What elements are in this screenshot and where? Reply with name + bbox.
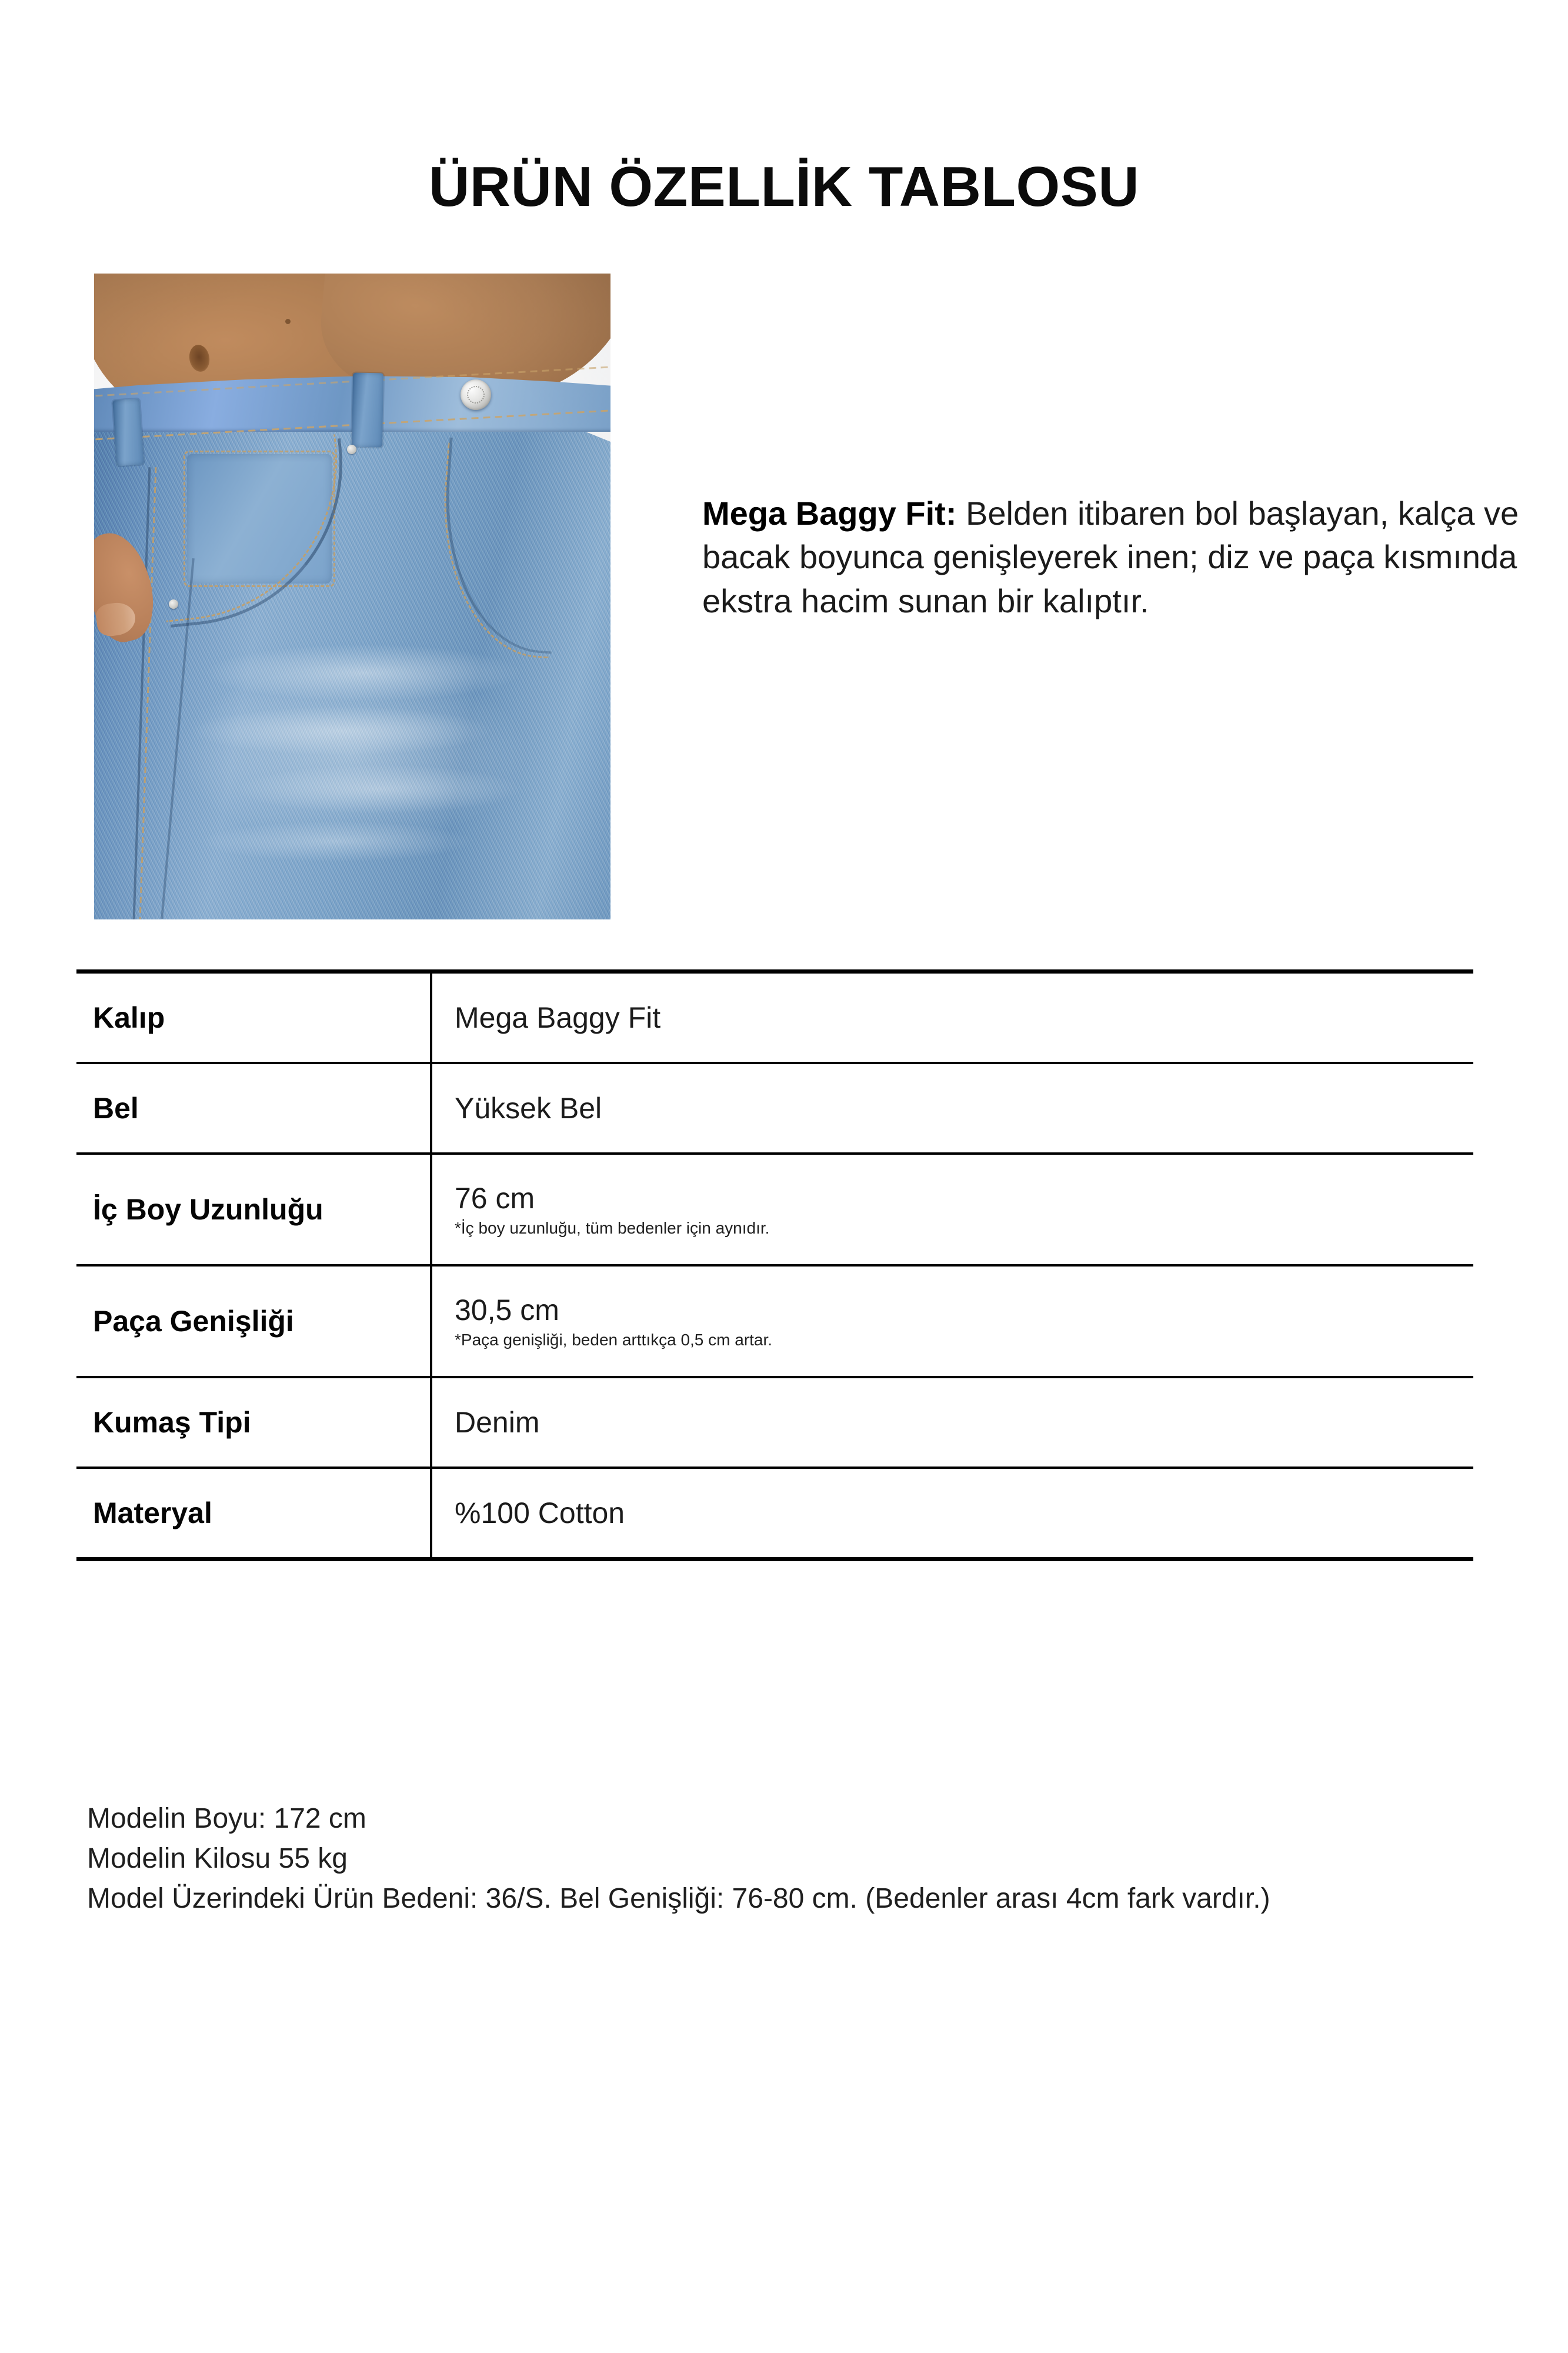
spec-label: Kalıp xyxy=(76,974,432,1062)
product-image-artwork xyxy=(94,274,610,919)
spec-label: Paça Genişliği xyxy=(76,1267,432,1376)
spec-value: %100 Cotton xyxy=(455,1496,625,1529)
spec-footnote: *Paça genişliği, beden arttıkça 0,5 cm artar. xyxy=(455,1330,773,1349)
spec-value-cell xyxy=(432,974,1473,1062)
fit-description-text: Belden itibaren bol başlayan, kalça ve bacak boyunca genişleyerek inen; diz ve paça kısmında ekstra hacim sunan bir kalıptır. xyxy=(702,495,1519,619)
product-image xyxy=(94,274,610,919)
spec-footnote: *İç boy uzunluğu, tüm bedenler için aynıdır. xyxy=(455,1218,770,1237)
specification-table xyxy=(76,969,1473,1561)
spec-value: 30,5 cm xyxy=(455,1293,559,1327)
table-row xyxy=(76,974,1473,1064)
spec-value-cell xyxy=(432,1378,1473,1467)
page-title: ÜRÜN ÖZELLİK TABLOSU xyxy=(428,155,1140,218)
model-skin-mark xyxy=(285,319,291,324)
table-row xyxy=(76,1267,1473,1378)
belt-loop-left xyxy=(112,399,144,466)
model-size: Model Üzerindeki Ürün Bedeni: 36/S. Bel Genişliği: 76-80 cm. (Bedenler arası 4cm fark vardır.) xyxy=(87,1883,1270,1915)
spec-value: Yüksek Bel xyxy=(455,1091,602,1125)
spec-value-cell xyxy=(432,1064,1473,1152)
spec-value-cell xyxy=(432,1267,1473,1376)
spec-label: Kumaş Tipi xyxy=(76,1378,432,1467)
model-height: Modelin Boyu: 172 cm xyxy=(87,1803,366,1834)
model-weight: Modelin Kilosu 55 kg xyxy=(87,1843,348,1875)
table-row xyxy=(76,1064,1473,1155)
model-info xyxy=(87,1799,1469,1919)
fit-description-lead: Mega Baggy Fit: xyxy=(702,495,957,532)
spec-value: 76 cm xyxy=(455,1181,535,1215)
belt-loop-center xyxy=(352,373,383,448)
table-row xyxy=(76,1378,1473,1469)
table-row xyxy=(76,1155,1473,1267)
spec-value-cell xyxy=(432,1469,1473,1557)
table-row xyxy=(76,1469,1473,1557)
spec-value: Denim xyxy=(455,1405,540,1439)
spec-label: İç Boy Uzunluğu xyxy=(76,1155,432,1264)
spec-label: Bel xyxy=(76,1064,432,1152)
spec-value-cell xyxy=(432,1155,1473,1264)
fit-description xyxy=(702,492,1526,623)
spec-value: Mega Baggy Fit xyxy=(455,1001,661,1034)
spec-label: Materyal xyxy=(76,1469,432,1557)
